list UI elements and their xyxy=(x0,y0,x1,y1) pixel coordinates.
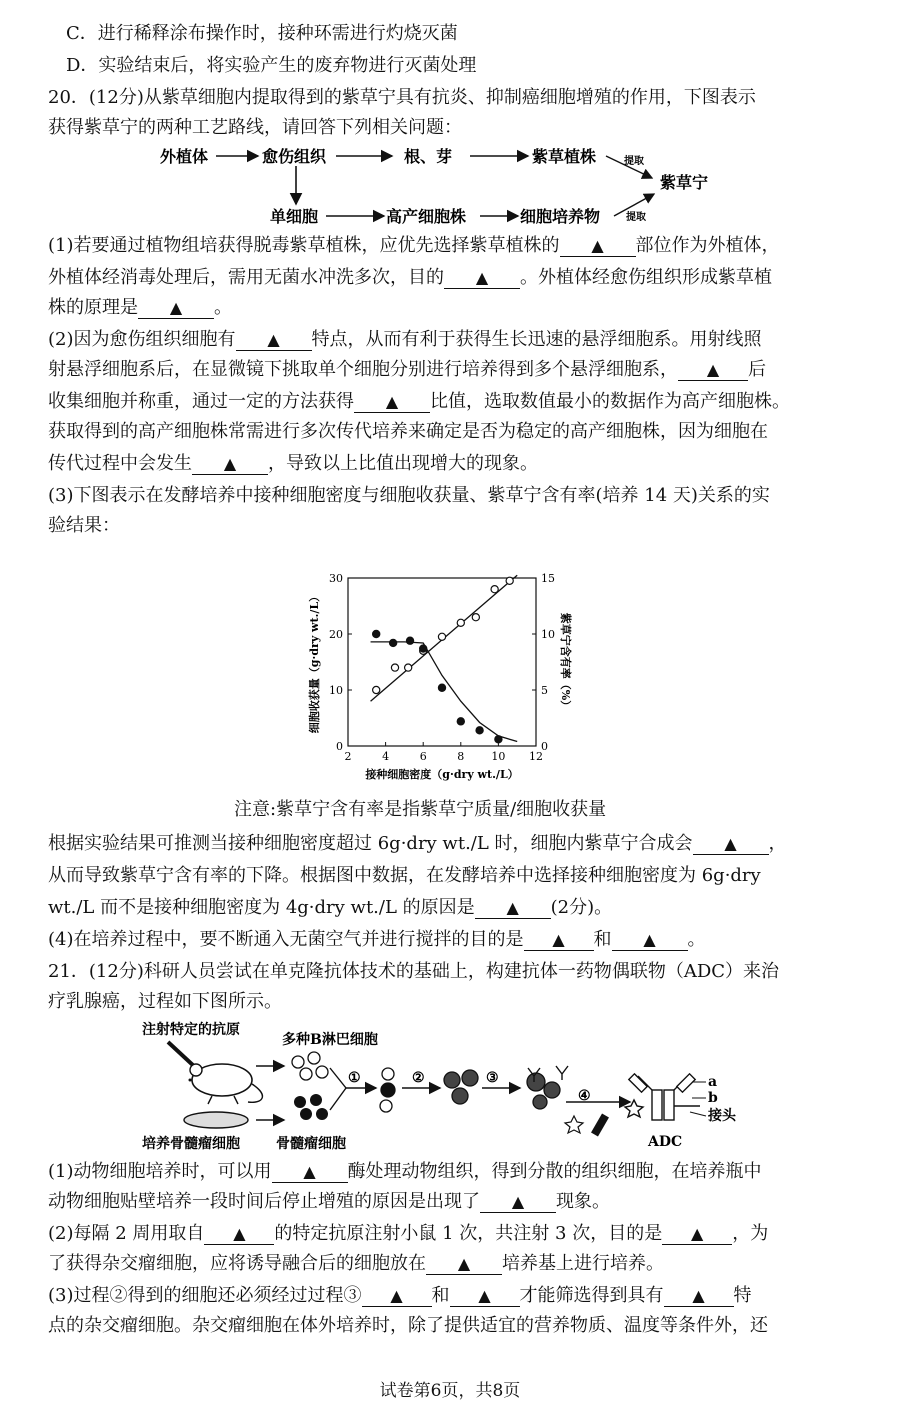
step-4: ④ xyxy=(578,1088,591,1104)
series-1-point xyxy=(476,727,483,734)
flow-extract-top: 提取 xyxy=(624,156,644,167)
q21c-line-1: (3)过程②得到的细胞还必须经过过程③ ▲ 和 ▲ 才能筛选得到具有 ▲ 特 xyxy=(48,1285,752,1306)
y-left-axis-label: 细胞收获量（g·dry wt./L） xyxy=(308,590,321,734)
flow-culture: 细胞培养物 xyxy=(520,207,601,226)
step-1: ① xyxy=(348,1070,361,1086)
drug-star-icon xyxy=(565,1116,583,1133)
q21a-line-1: (1)动物细胞培养时，可以用 ▲ 酶处理动物组织，得到分散的组织细胞，在培养瓶中 xyxy=(48,1161,762,1182)
q21-stem-2: 疗乳腺癌，过程如下图所示。 xyxy=(48,991,282,1012)
x-axis-label: 接种细胞密度（g·dry wt./L） xyxy=(365,768,519,781)
q21-stem-1: 21．(12分)科研人员尝试在单克隆抗体技术的基础上，构建抗体一药物偶联物（ADC）来治 xyxy=(48,961,780,982)
option-c: C．进行稀释涂布操作时，接种环需进行灼烧灭菌 xyxy=(66,23,458,44)
adc-bcells-label: 多种B淋巴细胞 xyxy=(282,1032,378,1048)
q21a-line-2: 动物细胞贴壁培养一段时间后停止增殖的原因是出现了 ▲ 现象。 xyxy=(48,1191,610,1212)
q21c-line-2: 点的杂交瘤细胞。杂交瘤细胞在体外培养时，除了提供适宜的营养物质、温度等条件外，还 xyxy=(48,1315,768,1336)
answer-blank[interactable]: ▲ xyxy=(450,1286,520,1307)
q3b-line-2: 从而导致紫草宁含有率的下降。根据图中数据，在发酵培养中选择接种细胞密度为 6g·dry xyxy=(48,865,761,886)
label-linker: 接头 xyxy=(708,1108,736,1124)
answer-blank[interactable]: ▲ xyxy=(426,1254,502,1275)
myeloma-cells-icon xyxy=(294,1094,328,1120)
adc-myeloma-label: 骨髓瘤细胞 xyxy=(276,1136,346,1152)
adc-process-diagram xyxy=(0,1016,900,1156)
flow-explant: 外植体 xyxy=(160,147,209,166)
label-adc: ADC xyxy=(648,1134,683,1150)
series-0-point xyxy=(491,586,498,593)
q3b-line-1: 根据实验结果可推测当接种细胞密度超过 6g·dry wt./L 时，细胞内紫草宁合成会 ▲ ， xyxy=(48,833,787,854)
q3-stem-1: (3)下图表示在发酵培养中接种细胞密度与细胞收获量、紫草宁含有率(培养 14 天)关系的实 xyxy=(48,485,770,506)
b-cells-icon xyxy=(292,1052,328,1080)
answer-blank[interactable]: ▲ xyxy=(560,236,636,257)
hybridoma-cells-icon xyxy=(444,1070,478,1104)
label-b: b xyxy=(708,1090,718,1106)
answer-blank[interactable]: ▲ xyxy=(236,330,312,351)
y-right-tick-label: 0 xyxy=(541,740,548,753)
answer-blank[interactable]: ▲ xyxy=(662,1224,732,1245)
x-tick-label: 12 xyxy=(529,750,543,763)
q4-line: (4)在培养过程中，要不断通入无菌空气并进行搅拌的目的是 ▲ 和 ▲ 。 xyxy=(48,929,706,950)
adc-myeloma-culture-label: 培养骨髓瘤细胞 xyxy=(142,1136,240,1152)
answer-blank[interactable]: ▲ xyxy=(678,360,748,381)
series-1-point xyxy=(390,639,397,646)
answer-blank[interactable]: ▲ xyxy=(138,298,214,319)
x-tick-label: 10 xyxy=(491,750,506,763)
q1-line-2: 外植体经消毒处理后，需用无菌水冲洗多次，目的 ▲ 。外植体经愈伤组织形成紫草植 xyxy=(48,267,772,288)
series-0-point xyxy=(506,577,513,584)
fused-cells-icon xyxy=(380,1068,395,1112)
step-2: ② xyxy=(412,1070,425,1086)
series-0-point xyxy=(457,619,464,626)
series-1-point xyxy=(495,736,502,743)
series-0-point xyxy=(438,633,445,640)
selected-hybridoma-icon xyxy=(527,1073,560,1109)
y-right-axis-label: 紫草宁含有率（%） xyxy=(559,612,572,712)
y-right-tick-label: 15 xyxy=(541,572,555,585)
q2-line-4: 获取得到的高产细胞株常需进行多次传代培养来确定是否为稳定的高产细胞株，因为细胞在 xyxy=(48,421,768,442)
flow-rootbud: 根、芽 xyxy=(404,147,453,166)
y-left-tick-label: 20 xyxy=(329,628,343,641)
answer-blank[interactable]: ▲ xyxy=(524,930,594,951)
step-3: ③ xyxy=(486,1070,499,1086)
answer-blank[interactable]: ▲ xyxy=(480,1192,556,1213)
q20-stem-1: 20．(12分)从紫草细胞内提取得到的紫草宁具有抗炎、抑制癌细胞增殖的作用，下图表示 xyxy=(48,87,756,108)
page-footer: 试卷第6页，共8页 xyxy=(379,1381,521,1401)
answer-blank[interactable]: ▲ xyxy=(192,454,268,475)
flow-shikonin: 紫草宁 xyxy=(660,173,709,192)
x-tick-label: 2 xyxy=(344,750,352,763)
q3b-line-3: wt./L 而不是接种细胞密度为 4g·dry wt./L 的原因是 ▲ (2分)。 xyxy=(48,897,613,918)
answer-blank[interactable]: ▲ xyxy=(272,1162,348,1183)
y-right-tick-label: 5 xyxy=(541,684,548,697)
process-flow-diagram xyxy=(0,140,900,230)
label-a: a xyxy=(708,1074,718,1090)
q2-line-1: (2)因为愈伤组织细胞有 ▲ 特点，从而有利于获得生长迅速的悬浮细胞系。用射线照 xyxy=(48,329,762,350)
q2-line-3: 收集细胞并称重，通过一定的方法获得 ▲ 比值，选取数值最小的数据作为高产细胞株。 xyxy=(48,391,790,412)
x-tick-label: 6 xyxy=(419,750,427,763)
series-1-point xyxy=(420,645,427,652)
y-left-tick-label: 0 xyxy=(336,740,343,753)
q20-stem-2: 获得紫草宁的两种工艺路线，请回答下列相关问题： xyxy=(48,117,462,138)
q1-line-3: 株的原理是 ▲ 。 xyxy=(48,297,232,318)
adc-molecule-icon xyxy=(625,1074,700,1120)
flow-extract-bottom: 提取 xyxy=(626,212,646,223)
answer-blank[interactable]: ▲ xyxy=(444,268,520,289)
series-1-point xyxy=(457,718,464,725)
series-1-point xyxy=(406,637,413,644)
series-0-point xyxy=(391,664,398,671)
answer-blank[interactable]: ▲ xyxy=(204,1224,274,1245)
series-1-fit-line xyxy=(371,642,518,742)
y-left-tick-label: 30 xyxy=(329,572,343,585)
chart-note: 注意:紫草宁含有率是指紫草宁质量/细胞收获量 xyxy=(234,799,607,820)
x-tick-label: 4 xyxy=(382,750,390,763)
flow-single-cell: 单细胞 xyxy=(270,207,319,226)
series-1-point xyxy=(438,684,445,691)
q21b-line-1: (2)每隔 2 周用取自 ▲ 的特定抗原注射小鼠 1 次，共注射 3 次，目的是 ▲ ，为 xyxy=(48,1223,769,1244)
culture-dish-icon xyxy=(184,1112,248,1128)
answer-blank[interactable]: ▲ xyxy=(693,834,769,855)
option-d: D．实验结束后，将实验产生的废弃物进行灭菌处理 xyxy=(66,55,477,76)
answer-blank[interactable]: ▲ xyxy=(362,1286,432,1307)
adc-inject-label: 注射特定的抗原 xyxy=(142,1022,240,1038)
q21b-line-2: 了获得杂交瘤细胞，应将诱导融合后的细胞放在 ▲ 培养基上进行培养。 xyxy=(48,1253,664,1274)
q1-line-1: (1)若要通过植物组培获得脱毒紫草植株，应优先选择紫草植株的 ▲ 部位作为外植体， xyxy=(48,235,780,256)
answer-blank[interactable]: ▲ xyxy=(475,898,551,919)
density-chart xyxy=(300,566,600,806)
series-0-point xyxy=(373,686,380,693)
mouse-icon xyxy=(189,1064,263,1104)
y-right-tick-label: 10 xyxy=(541,628,555,641)
q2-line-2: 射悬浮细胞系后，在显微镜下挑取单个细胞分别进行培养得到多个悬浮细胞系， ▲ 后 xyxy=(48,359,766,380)
flow-callus: 愈伤组织 xyxy=(262,147,327,166)
answer-blank[interactable]: ▲ xyxy=(664,1286,734,1307)
series-1-point xyxy=(373,630,380,637)
x-tick-label: 8 xyxy=(457,750,465,763)
y-left-tick-label: 10 xyxy=(329,684,343,697)
answer-blank[interactable]: ▲ xyxy=(612,930,688,951)
answer-blank[interactable]: ▲ xyxy=(354,392,430,413)
flow-plant: 紫草植株 xyxy=(532,147,597,166)
q2-line-5: 传代过程中会发生 ▲ ，导致以上比值出现增大的现象。 xyxy=(48,453,538,474)
series-0-point xyxy=(472,614,479,621)
series-0-point xyxy=(405,664,412,671)
plot-frame xyxy=(348,578,536,746)
q3-stem-2: 验结果： xyxy=(48,515,120,536)
flow-highyield: 高产细胞株 xyxy=(386,207,467,226)
linker-icon xyxy=(591,1113,609,1136)
